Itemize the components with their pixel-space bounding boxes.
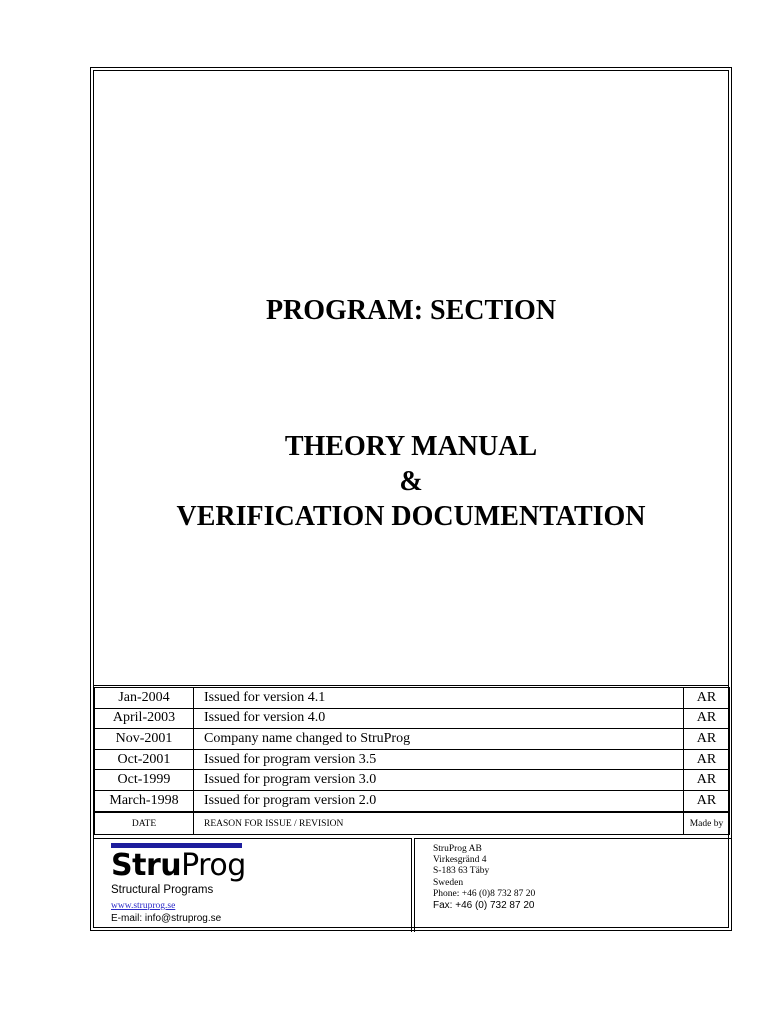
address-country: Sweden [433,877,464,888]
revision-date: Nov-2001 [95,729,194,750]
revision-header-row [95,813,730,835]
subtitle-line: & [399,466,423,497]
revision-author: AR [684,729,730,750]
revision-date: April-2003 [95,708,194,729]
subtitle-line: VERIFICATION DOCUMENTATION [176,501,646,532]
table-row [95,749,730,770]
revision-reason: Issued for program version 3.0 [194,770,684,791]
revision-author: AR [684,688,730,709]
struprog-logo [111,843,246,896]
table-row [95,729,730,750]
company-address-block [414,838,731,932]
table-row [95,688,730,709]
company-footer [94,838,730,931]
revision-author: AR [684,790,730,811]
revision-reason: Company name changed to StruProg [194,729,684,750]
revision-date: March-1998 [95,790,194,811]
header-date: DATE [95,813,194,835]
document-inner-frame [93,70,729,928]
revision-table [94,687,730,812]
company-logo-block [94,838,412,932]
document-frame [90,67,732,931]
table-row [95,770,730,791]
program-title: PROGRAM: SECTION [265,295,557,326]
address-city: S-183 63 Täby [433,866,490,877]
logo-wordmark [111,849,246,883]
website-link[interactable]: www.struprog.se [111,901,176,911]
logo-wordmark-bold: Stru [111,848,182,883]
revision-reason: Issued for version 4.0 [194,708,684,729]
logo-wordmark-regular: Prog [181,848,246,883]
divider [94,685,728,686]
logo-subtitle: Structural Programs [111,884,214,896]
address-street: Virkesgränd 4 [433,855,487,866]
header-reason: REASON FOR ISSUE / REVISION [194,813,684,835]
revision-reason: Issued for version 4.1 [194,688,684,709]
revision-date: Jan-2004 [95,688,194,709]
header-made-by: Made by [684,813,730,835]
revision-author: AR [684,708,730,729]
revision-header-table [94,812,730,835]
table-row [95,790,730,811]
revision-reason: Issued for program version 2.0 [194,790,684,811]
revision-author: AR [684,770,730,791]
revision-reason: Issued for program version 3.5 [194,749,684,770]
subtitle-line: THEORY MANUAL [284,431,538,462]
address-name: StruProg AB [433,844,482,854]
revision-date: Oct-2001 [95,749,194,770]
table-row [95,708,730,729]
company-address [433,844,535,911]
revision-author: AR [684,749,730,770]
document-subtitle [94,429,728,534]
email-address: E-mail: info@struprog.se [111,913,222,924]
phone-number: Phone: +46 (0)8 732 87 20 [433,888,536,899]
fax-number: Fax: +46 (0) 732 87 20 [433,900,535,912]
revision-date: Oct-1999 [95,770,194,791]
